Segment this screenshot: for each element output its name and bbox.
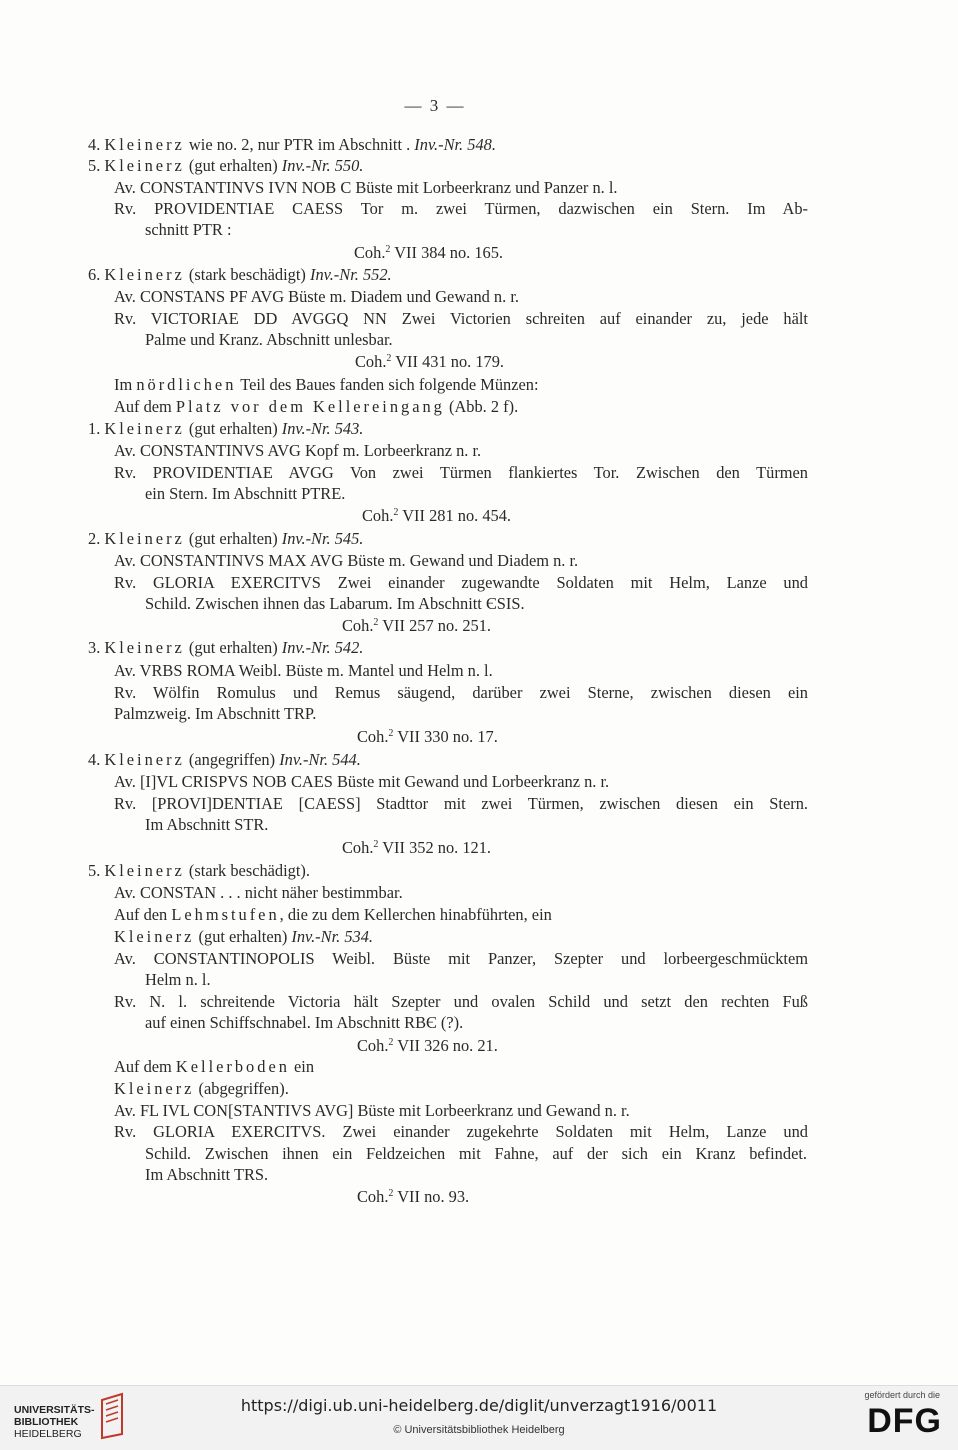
text-line — [114, 661, 493, 681]
text-line — [114, 927, 373, 947]
text-run: 2 — [393, 507, 399, 518]
text-run: (gut erhalten) — [184, 529, 282, 548]
text-run: 2 — [388, 728, 394, 739]
text-line — [88, 529, 363, 549]
text-run: 5. — [88, 861, 105, 880]
text-line — [114, 463, 808, 483]
text-line — [114, 772, 609, 792]
spaced-term: Kleinerz — [104, 156, 185, 175]
inventory-number: Inv.-Nr. 544. — [279, 750, 361, 769]
text-run: Schild. Zwischen ihnen das Labarum. Im Abschnitt ЄSIS. — [145, 594, 525, 613]
library-name-line1: UNIVERSITÄTS- — [14, 1404, 95, 1416]
text-line — [145, 1013, 463, 1033]
text-run: (Abb. 2 f). — [444, 397, 519, 416]
text-line — [114, 992, 808, 1012]
page-number: — 3 — — [404, 96, 466, 115]
text-line — [114, 287, 519, 307]
text-line — [357, 727, 498, 747]
text-line — [114, 309, 808, 329]
text-run: Auf den — [114, 905, 172, 924]
text-line — [114, 1101, 630, 1121]
text-run: (gut erhalten) — [194, 927, 292, 946]
text-line — [114, 1079, 289, 1099]
text-line — [114, 551, 578, 571]
text-line — [114, 949, 808, 969]
text-run: Im Abschnitt STR. — [145, 815, 269, 834]
text-run: Coh. — [354, 243, 386, 262]
text-run: VII 352 no. 121. — [378, 838, 492, 857]
text-line — [114, 441, 481, 461]
text-run: Teil des Baues fanden sich folgende Münzen: — [236, 375, 539, 394]
text-run: Rv. [PROVI]DENTIAE [CAESS] Stadttor mit zwei Türmen, zwischen diesen ein Stern. — [114, 794, 808, 813]
spaced-term: Kleinerz — [104, 750, 185, 769]
inventory-number: Inv.-Nr. 548. — [414, 135, 496, 154]
copyright-notice: © Universitätsbibliothek Heidelberg — [393, 1424, 565, 1436]
text-run: Av. CONSTAN . . . nicht näher bestimmbar. — [114, 883, 403, 902]
text-line — [145, 970, 211, 990]
text-run: VII 330 no. 17. — [393, 727, 498, 746]
text-line — [145, 1144, 807, 1164]
text-run: 5. — [88, 156, 105, 175]
text-run: Rv. PROVIDENTIAE AVGG Von zwei Türmen flankiertes Tor. Zwischen den Türmen — [114, 463, 808, 482]
text-run: Rv. GLORIA EXERCITVS. Zwei einander zugekehrte Soldaten mit Helm, Lanze und — [114, 1122, 808, 1141]
text-run: VII 281 no. 454. — [398, 506, 512, 525]
text-run: Rv. PROVIDENTIAE CAESS Tor m. zwei Türmen, dazwischen ein Stern. Im Ab- — [114, 199, 808, 218]
spaced-term: nördlichen — [136, 375, 237, 394]
text-run: 3. — [88, 638, 105, 657]
text-run: VII 431 no. 179. — [391, 352, 505, 371]
text-line — [145, 220, 232, 240]
text-run: schnitt PTR : — [145, 220, 232, 239]
text-line — [88, 135, 496, 155]
text-run: Av. CONSTANTINOPOLIS Weibl. Büste mit Panzer, Szepter und lorbeergeschmücktem — [114, 949, 808, 968]
text-line — [145, 594, 525, 614]
text-run: Coh. — [357, 1187, 389, 1206]
inventory-number: Inv.-Nr. 534. — [291, 927, 374, 946]
text-line — [145, 1165, 268, 1185]
inventory-number: Inv.-Nr. 542. — [281, 638, 364, 657]
text-run: Coh. — [357, 727, 389, 746]
text-run: Coh. — [362, 506, 394, 525]
spaced-term: Kleinerz — [104, 419, 185, 438]
text-line — [354, 243, 503, 263]
text-run: (stark beschädigt) — [184, 265, 310, 284]
text-run: VII no. 93. — [393, 1187, 470, 1206]
text-run: Coh. — [357, 1036, 389, 1055]
text-run: 4. — [88, 750, 105, 769]
text-run: (gut erhalten) — [184, 638, 282, 657]
text-run: Schild. Zwischen ihnen ein Feldzeichen mit Fahne, auf der sich ein Kranz befindet. — [145, 1144, 807, 1163]
spaced-term: Kleinerz — [104, 638, 185, 657]
spaced-term: Kleinerz — [104, 861, 185, 880]
text-run: Av. VRBS ROMA Weibl. Büste m. Mantel und Helm n. l. — [114, 661, 493, 680]
text-run: Coh. — [342, 838, 374, 857]
text-run: 2 — [388, 1037, 394, 1048]
text-run: Av. CONSTANS PF AVG Büste m. Diadem und Gewand n. r. — [114, 287, 519, 306]
text-run: VII 257 no. 251. — [378, 616, 492, 635]
text-run: 2 — [385, 244, 391, 255]
text-run: 2 — [386, 353, 392, 364]
permalink-url[interactable]: https://digi.ub.uni-heidelberg.de/diglit/unverzagt1916/0011 — [240, 1396, 718, 1415]
text-line — [114, 794, 808, 814]
funded-by-label: gefördert durch die — [864, 1390, 940, 1400]
text-line — [145, 330, 393, 350]
text-run: 4. — [88, 135, 105, 154]
text-run: Helm n. l. — [145, 970, 211, 989]
text-run: wie no. 2, nur PTR im Abschnitt . — [184, 135, 415, 154]
text-line — [114, 397, 518, 417]
spaced-term: Kleinerz — [104, 529, 185, 548]
text-run: Av. [I]VL CRISPVS NOB CAES Büste mit Gewand und Lorbeerkranz n. r. — [114, 772, 610, 791]
spaced-term: Kleinerz — [104, 265, 185, 284]
text-run: Av. CONSTANTINVS AVG Kopf m. Lorbeerkranz n. r. — [114, 441, 482, 460]
text-line — [342, 838, 491, 858]
text-run: Im Abschnitt TRS. — [145, 1165, 269, 1184]
text-run: 6. — [88, 265, 105, 284]
text-run: Av. CONSTANTINVS MAX AVG Büste m. Gewand und Diadem n. r. — [114, 551, 579, 570]
text-line — [145, 815, 268, 835]
text-run: Auf dem — [114, 1057, 176, 1076]
text-run: VII 326 no. 21. — [393, 1036, 498, 1055]
dfg-logo[interactable]: DFG — [867, 1402, 942, 1440]
text-line — [114, 883, 403, 903]
text-line — [357, 1187, 469, 1207]
text-run: ein — [289, 1057, 315, 1076]
spaced-term: Lehmstufen — [171, 905, 280, 924]
text-line — [114, 1122, 808, 1142]
text-run: Coh. — [342, 616, 374, 635]
text-run: (gut erhalten) — [184, 419, 282, 438]
spaced-term: Kleinerz — [114, 1079, 195, 1098]
text-line — [362, 506, 511, 526]
text-run: Rv. VICTORIAE DD AVGGQ NN Zwei Victorien schreiten auf einander zu, jede hält — [114, 309, 808, 328]
inventory-number: Inv.-Nr. 543. — [281, 419, 364, 438]
text-run: (angegriffen) — [184, 750, 280, 769]
text-run: 2 — [388, 1188, 394, 1199]
text-line — [88, 419, 363, 439]
text-line — [114, 375, 539, 395]
text-run: 2. — [88, 529, 105, 548]
spaced-term: Platz vor dem Kellereingang — [175, 397, 445, 416]
text-run: 2 — [373, 617, 379, 628]
text-line — [114, 905, 552, 925]
text-run: Im — [114, 375, 137, 394]
inventory-number: Inv.-Nr. 552. — [310, 265, 392, 284]
text-run: Rv. N. l. schreitende Victoria hält Szepter und ovalen Schild und setzt den rechten Fuß — [114, 992, 808, 1011]
text-line — [357, 1036, 498, 1056]
text-line — [145, 484, 345, 504]
text-run: Av. CONSTANTINVS IVN NOB C Büste mit Lorbeerkranz und Panzer n. l. — [114, 178, 618, 197]
text-run: Rv. Wölfin Romulus und Remus säugend, darüber zwei Sterne, zwischen diesen ein — [114, 683, 808, 702]
inventory-number: Inv.-Nr. 545. — [281, 529, 364, 548]
text-run: VII 384 no. 165. — [390, 243, 504, 262]
spaced-term: Kellerboden — [175, 1057, 290, 1076]
text-line — [114, 1057, 314, 1077]
text-line — [342, 616, 491, 636]
text-run: 2 — [373, 839, 379, 850]
text-run: auf einen Schiffschnabel. Im Abschnitt RBЄ (?). — [145, 1013, 464, 1032]
text-run: , die zu dem Kellerchen hinabführten, ein — [279, 905, 552, 924]
text-run: ein Stern. Im Abschnitt PTRE. — [145, 484, 346, 503]
text-run: 1. — [88, 419, 105, 438]
text-run: (abgegriffen). — [194, 1079, 289, 1098]
inventory-number: Inv.-Nr. 550. — [281, 156, 364, 175]
spaced-term: Kleinerz — [114, 927, 195, 946]
text-line — [114, 199, 808, 219]
footer-bar — [0, 1385, 958, 1450]
text-line — [88, 861, 310, 881]
text-run: Auf dem — [114, 397, 176, 416]
text-line — [114, 573, 808, 593]
spaced-term: Kleinerz — [104, 135, 185, 154]
text-line — [88, 156, 363, 176]
text-run: (gut erhalten) — [184, 156, 282, 175]
text-line — [355, 352, 504, 372]
text-run: Palme und Kranz. Abschnitt unlesbar. — [145, 330, 393, 349]
text-line — [88, 750, 361, 770]
text-line — [114, 704, 316, 724]
text-run: Coh. — [355, 352, 387, 371]
library-name-line3: HEIDELBERG — [14, 1428, 82, 1440]
text-line — [114, 178, 618, 198]
text-run: Av. FL IVL CON[STANTIVS AVG] Büste mit Lorbeerkranz und Gewand n. r. — [114, 1101, 630, 1120]
text-run: Rv. GLORIA EXERCITVS Zwei einander zugewandte Soldaten mit Helm, Lanze und — [114, 573, 808, 592]
library-name-line2: BIBLIOTHEK — [14, 1416, 79, 1428]
text-line — [114, 683, 808, 703]
text-run: (stark beschädigt). — [184, 861, 310, 880]
text-line — [88, 638, 363, 658]
text-run: Palmzweig. Im Abschnitt TRP. — [114, 704, 317, 723]
text-line — [88, 265, 392, 285]
